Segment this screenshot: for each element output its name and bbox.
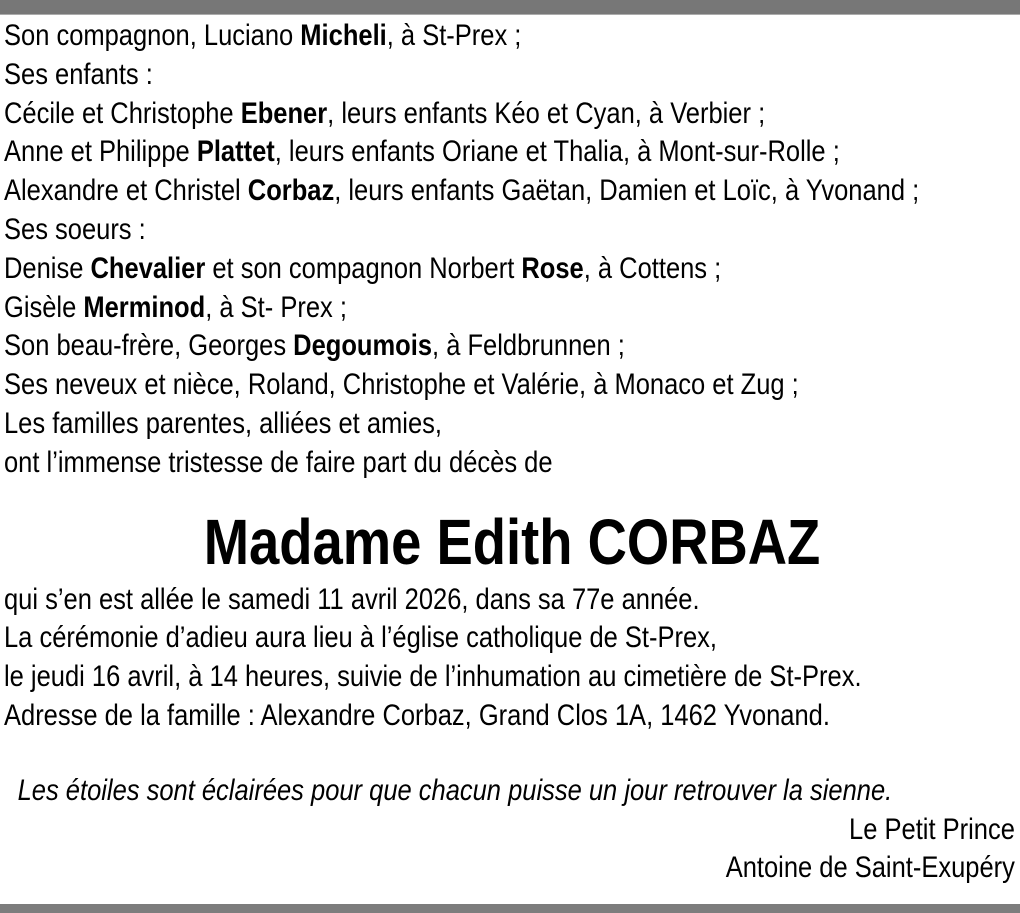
family-line — [4, 211, 868, 250]
announcement — [4, 581, 1020, 736]
text-segment: , leurs enfants Oriane et Thalia, à Mont-sur-Rolle ; — [274, 135, 840, 169]
text-segment: Cécile et Christophe — [4, 96, 241, 130]
announcement-line — [4, 619, 868, 658]
top-border-bar — [0, 0, 1020, 15]
text-segment: Son compagnon, Luciano — [4, 19, 301, 52]
text-segment: qui s’en est allée le samedi 11 avril 2026, dans sa 77e année. — [4, 582, 700, 616]
quote-text: Les étoiles sont éclairées pour que chacun puisse un jour retrouver la sienne. — [17, 773, 893, 807]
surname-bold: Merminod — [83, 290, 206, 324]
text-segment: et son compagnon Norbert — [205, 251, 522, 285]
text-segment: Gisèle — [4, 290, 84, 324]
family-line — [4, 366, 868, 405]
announcement-line — [4, 697, 868, 736]
family-line — [4, 17, 868, 56]
text-segment: Denise — [4, 251, 91, 285]
quote-work: Le Petit Prince — [849, 812, 1015, 846]
surname-bold: Corbaz — [247, 174, 335, 208]
family-line — [4, 327, 868, 366]
family-line — [4, 289, 868, 328]
text-segment: Alexandre et Christel — [4, 174, 248, 208]
text-segment: Les familles parentes, alliées et amies, — [4, 406, 442, 440]
text-segment: Adresse de la famille : Alexandre Corbaz, Grand Clos 1A, 1462 Yvonand. — [4, 698, 830, 732]
family-line — [4, 95, 868, 134]
surname-bold: Chevalier — [90, 251, 206, 285]
text-segment: , leurs enfants Kéo et Cyan, à Verbier ; — [327, 96, 766, 130]
obituary-notice — [0, 15, 1020, 888]
text-segment: Ses neveux et nièce, Roland, Christophe et Valérie, à Monaco et Zug ; — [4, 368, 799, 402]
family-line — [4, 444, 868, 483]
surname-bold: Degoumois — [293, 329, 433, 363]
text-segment: Son beau-frère, Georges — [4, 329, 294, 363]
text-segment: Ses soeurs : — [4, 212, 146, 246]
family-list — [4, 17, 1020, 483]
text-segment: ont l’immense tristesse de faire part du décès de — [4, 445, 553, 479]
text-segment: Ses enfants : — [4, 57, 153, 91]
text-segment: , à Cottens ; — [583, 251, 722, 285]
deceased-name: Madame Edith CORBAZ — [203, 505, 821, 578]
family-line — [4, 56, 868, 95]
family-line — [4, 133, 868, 172]
text-segment: , à St- Prex ; — [205, 290, 347, 324]
text-segment: La cérémonie d’adieu aura lieu à l’église catholique de St-Prex, — [4, 621, 718, 655]
announcement-line — [4, 581, 868, 620]
text-segment: , leurs enfants Gaëtan, Damien et Loïc, à Yvonand ; — [334, 174, 920, 208]
bottom-border-bar — [0, 904, 1020, 913]
text-segment: , à St-Prex ; — [386, 19, 522, 52]
family-line — [4, 405, 868, 444]
text-segment: Anne et Philippe — [4, 135, 197, 169]
text-segment: , à Feldbrunnen ; — [432, 329, 625, 363]
quote-author: Antoine de Saint-Exupéry — [725, 851, 1015, 885]
surname-bold: Plattet — [196, 135, 275, 169]
surname-bold: Micheli — [300, 19, 387, 52]
family-line — [4, 172, 920, 211]
family-line — [4, 250, 868, 289]
announcement-line — [4, 658, 868, 697]
text-segment: le jeudi 16 avril, à 14 heures, suivie de l’inhumation au cimetière de St-Prex. — [4, 660, 862, 694]
surname-bold: Rose — [521, 251, 584, 285]
surname-bold: Ebener — [240, 96, 328, 130]
